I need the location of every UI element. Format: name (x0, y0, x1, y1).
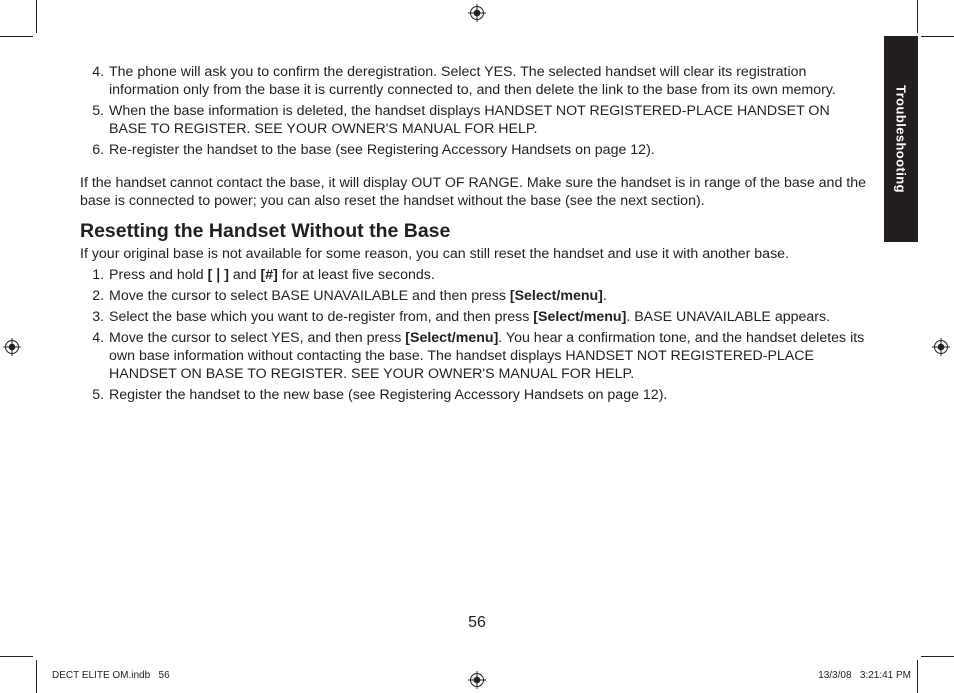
crop-mark (36, 0, 37, 33)
list-item: 3. Select the base which you want to de-register from, and then press [Select/menu]. BASE UNAVAILABLE appears. (108, 308, 870, 326)
registration-mark-icon (932, 338, 950, 356)
registration-mark-icon (468, 4, 486, 22)
list-item: 2. Move the cursor to select BASE UNAVAILABLE and then press [Select/menu]. (108, 287, 870, 305)
file-slug: DECT ELITE OM.indb 56 (52, 670, 170, 681)
section-intro: If your original base is not available for some reason, you can still reset the handset and use it with another base. (80, 246, 789, 262)
crop-mark (917, 660, 918, 693)
section-tab (884, 36, 918, 242)
crop-mark (921, 656, 954, 657)
list-item: 4. The phone will ask you to confirm the deregistration. Select YES. The selected handset will clear its registration information only from the base it is currently connected to, and then delete the link to the base from its own memory. (108, 63, 870, 99)
list-item: 6. Re-register the handset to the base (see Registering Accessory Handsets on page 12). (108, 141, 870, 159)
crop-mark (917, 0, 918, 33)
list-item: 5. Register the handset to the new base (see Registering Accessory Handsets on page 12). (108, 386, 870, 404)
deregistration-steps-list (80, 63, 870, 159)
list-item: 5. When the base information is deleted, the handset displays HANDSET NOT REGISTERED-PLACE HANDSET ON BASE TO REGISTER. SEE YOUR OWNER'S MANUAL FOR HELP. (108, 102, 870, 138)
key-label: [Select/menu] (533, 309, 627, 325)
list-item: 1. Press and hold [❘] and [#] for at least five seconds. (108, 266, 870, 284)
list-item: 4. Move the cursor to select YES, and then press [Select/menu]. You hear a confirmation tone, and the handset deletes its own base information without contacting the base. The handset displays HANDSET NOT REGISTERED-PLACE HANDSET ON BASE TO REGISTER. SEE YOUR OWNER'S MANUAL FOR HELP. (108, 329, 870, 383)
key-label: [#] (260, 267, 278, 283)
timestamp-slug: 13/3/08 3:21:41 PM (818, 670, 911, 681)
crop-mark (921, 36, 954, 37)
key-label: [Select/menu] (509, 288, 603, 304)
section-tab-label: Troubleshooting (893, 85, 909, 193)
section-heading: Resetting the Handset Without the Base (80, 220, 451, 242)
registration-mark-icon (468, 671, 486, 689)
out-of-range-paragraph: If the handset cannot contact the base, it will display OUT OF RANGE. Make sure the handset is in range of the base and the base is connected to power; you can also reset the handset without the base (see the next section). (80, 175, 866, 209)
crop-mark (0, 656, 33, 657)
key-label: [Select/menu] (405, 330, 499, 346)
registration-mark-icon (3, 338, 21, 356)
reset-steps-list (80, 266, 870, 404)
key-label: [❘] (207, 267, 229, 283)
crop-mark (0, 36, 33, 37)
crop-mark (36, 660, 37, 693)
page-number: 56 (468, 614, 486, 631)
page-content (80, 63, 870, 407)
